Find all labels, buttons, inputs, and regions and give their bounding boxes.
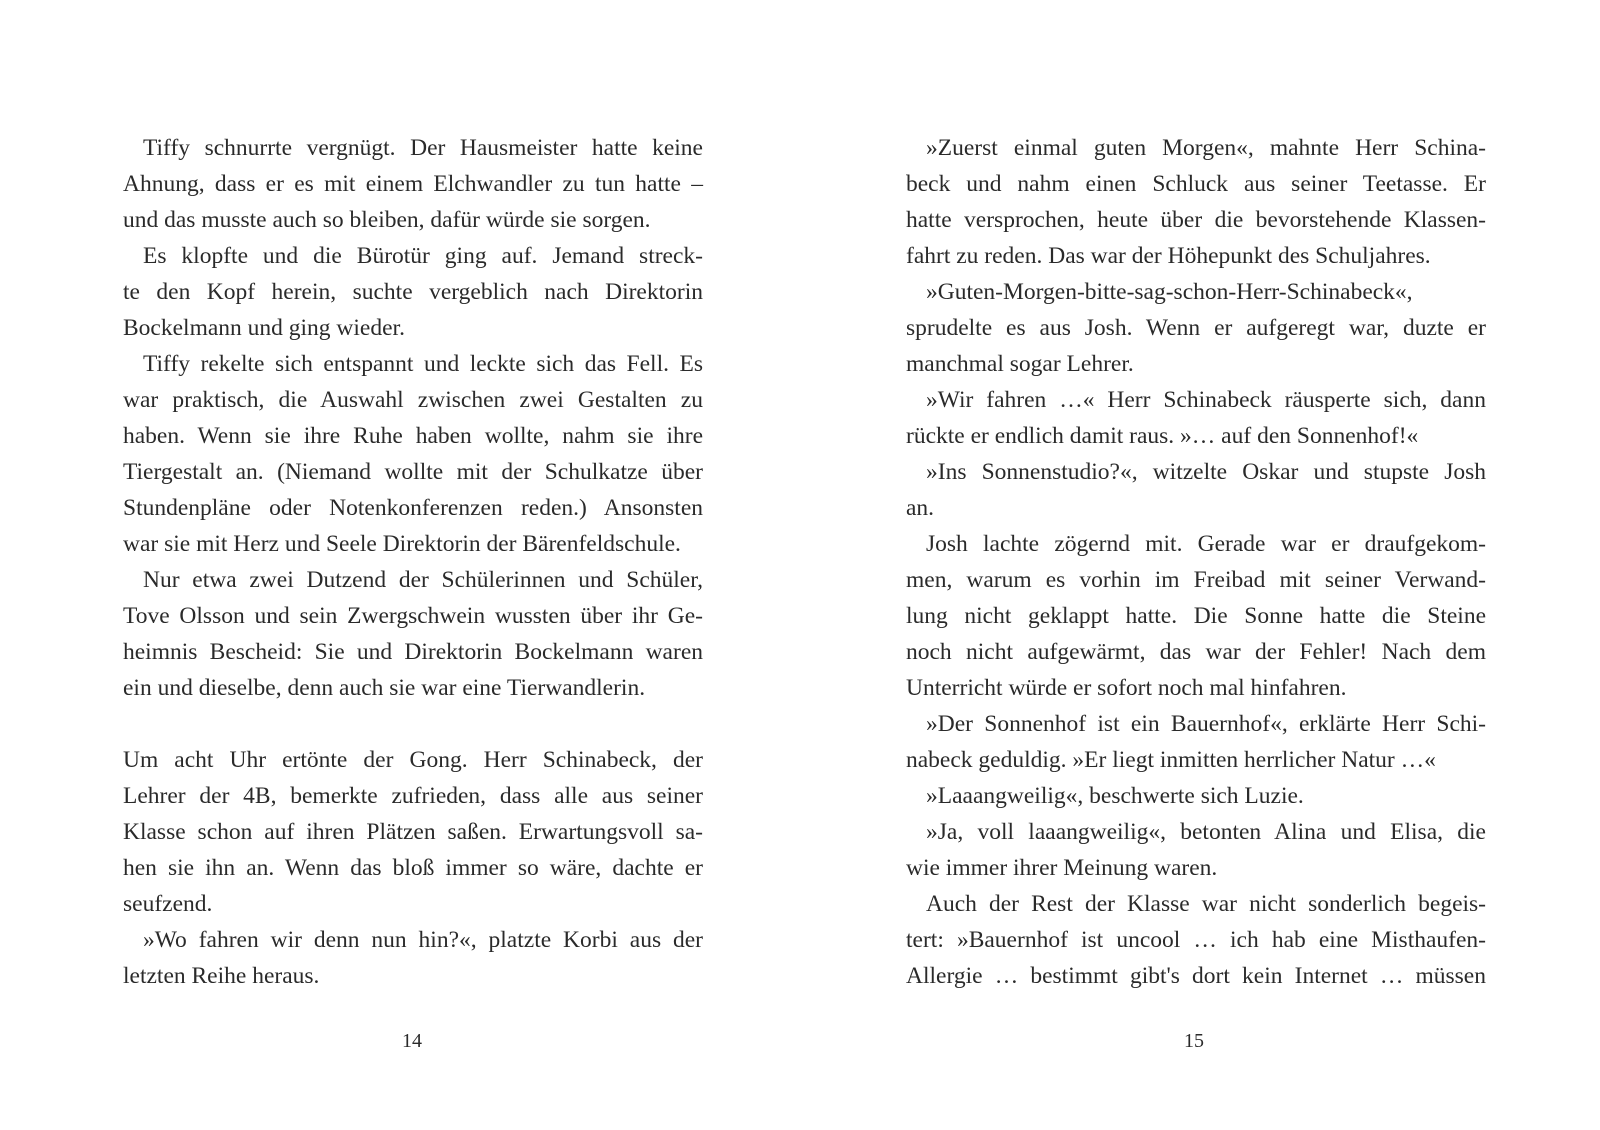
text-line: Auch der Rest der Klasse war nicht sonderlich begeis-	[926, 891, 1486, 917]
text-line: Tiffy schnurrte vergnügt. Der Hausmeister hatte keine	[143, 135, 703, 161]
text-line: war praktisch, die Auswahl zwischen zwei Gestalten zu	[123, 387, 703, 413]
text-line: »Ins Sonnenstudio?«, witzelte Oskar und stupste Josh	[926, 459, 1486, 485]
page-number-right: 15	[1184, 1030, 1204, 1052]
text-line: men, warum es vorhin im Freibad mit seiner Verwand-	[906, 567, 1486, 593]
text-line: Es klopfte und die Bürotür ging auf. Jemand streck-	[143, 243, 703, 269]
text-line: war sie mit Herz und Seele Direktorin der Bärenfeldschule.	[123, 531, 681, 557]
text-line: heimnis Bescheid: Sie und Direktorin Bockelmann waren	[123, 639, 703, 665]
text-line: tert: »Bauernhof ist uncool … ich hab eine Misthaufen-	[906, 927, 1486, 953]
text-line: Tove Olsson und sein Zwergschwein wussten über ihr Ge-	[123, 603, 703, 629]
text-line: rückte er endlich damit raus. »… auf den Sonnenhof!«	[906, 423, 1419, 449]
text-line: Lehrer der 4B, bemerkte zufrieden, dass alle aus seiner	[123, 783, 703, 809]
text-line: ein und dieselbe, denn auch sie war eine Tierwandlerin.	[123, 675, 646, 701]
text-line: hen sie ihn an. Wenn das bloß immer so wäre, dachte er	[123, 855, 703, 881]
text-line: haben. Wenn sie ihre Ruhe haben wollte, nahm sie ihre	[123, 423, 703, 449]
text-line: Klasse schon auf ihren Plätzen saßen. Erwartungsvoll sa-	[123, 819, 703, 845]
text-line: fahrt zu reden. Das war der Höhepunkt des Schuljahres.	[906, 243, 1431, 269]
text-line: sprudelte es aus Josh. Wenn er aufgeregt war, duzte er	[906, 315, 1486, 341]
text-line: an.	[906, 495, 935, 521]
text-line: Unterricht würde er sofort noch mal hinfahren.	[906, 675, 1347, 701]
text-line: letzten Reihe heraus.	[123, 963, 320, 989]
left-page-text	[123, 130, 703, 994]
text-line: te den Kopf herein, suchte vergeblich nach Direktorin	[123, 279, 703, 305]
text-line: Ahnung, dass er es mit einem Elchwandler zu tun hatte –	[123, 171, 703, 197]
text-line: beck und nahm einen Schluck aus seiner Teetasse. Er	[906, 171, 1486, 197]
text-line: »Wir fahren …« Herr Schinabeck räusperte sich, dann	[926, 387, 1486, 413]
text-line: Nur etwa zwei Dutzend der Schülerinnen und Schüler,	[143, 567, 703, 593]
text-line: »Ja, voll laaangweilig«, betonten Alina und Elisa, die	[926, 819, 1486, 845]
text-line: Tiffy rekelte sich entspannt und leckte sich das Fell. Es	[143, 351, 703, 377]
text-line: seufzend.	[123, 891, 213, 917]
page-number-left: 14	[402, 1030, 422, 1052]
text-line	[123, 706, 703, 742]
text-line: »Wo fahren wir denn nun hin?«, platzte Korbi aus der	[143, 927, 703, 953]
text-line: und das musste auch so bleiben, dafür würde sie sorgen.	[123, 207, 651, 233]
text-line: noch nicht aufgewärmt, das war der Fehler! Nach dem	[906, 639, 1486, 665]
right-page	[800, 0, 1600, 1130]
text-line: Um acht Uhr ertönte der Gong. Herr Schinabeck, der	[123, 747, 703, 773]
text-line: Tiergestalt an. (Niemand wollte mit der Schulkatze über	[123, 459, 703, 485]
text-line: Bockelmann und ging wieder.	[123, 315, 405, 341]
text-line: hatte versprochen, heute über die bevorstehende Klassen-	[906, 207, 1486, 233]
text-line: Josh lachte zögernd mit. Gerade war er draufgekom-	[926, 531, 1486, 557]
text-line: Stundenpläne oder Notenkonferenzen reden.) Ansonsten	[123, 495, 703, 521]
text-line: manchmal sogar Lehrer.	[906, 351, 1134, 377]
text-line: wie immer ihrer Meinung waren.	[906, 855, 1218, 881]
text-line: »Zuerst einmal guten Morgen«, mahnte Herr Schina-	[926, 135, 1486, 161]
text-line: nabeck geduldig. »Er liegt inmitten herrlicher Natur …«	[906, 747, 1436, 773]
text-line: Allergie … bestimmt gibt's dort kein Internet … müssen	[906, 963, 1486, 989]
text-line: lung nicht geklappt hatte. Die Sonne hatte die Steine	[906, 603, 1486, 629]
text-line: »Laaangweilig«, beschwerte sich Luzie.	[926, 783, 1304, 809]
text-line: »Guten-Morgen-bitte-sag-schon-Herr-Schinabeck«,	[926, 279, 1413, 305]
text-line: »Der Sonnenhof ist ein Bauernhof«, erklärte Herr Schi-	[926, 711, 1486, 737]
right-page-text	[906, 130, 1486, 994]
